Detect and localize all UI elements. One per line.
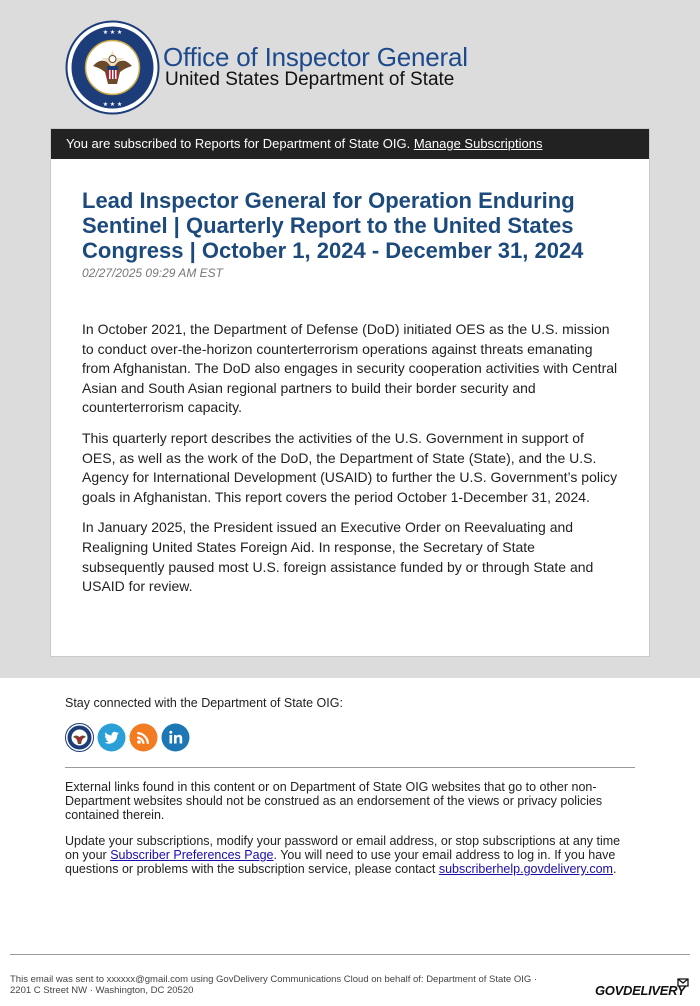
brand-block[interactable] <box>65 20 485 115</box>
legal-line: This email was sent to xxxxxx@gmail.com using GovDelivery Communications Cloud on behalf of: Department of State OIG · <box>10 974 538 985</box>
twitter-icon[interactable] <box>97 723 126 752</box>
legal-divider <box>10 954 690 955</box>
svg-text:★ ★ ★: ★ ★ ★ <box>102 30 123 36</box>
legal-line: 2201 C Street NW · Washington, DC 20520 <box>10 985 194 996</box>
bulletin-card <box>50 128 650 657</box>
govdelivery-wordmark: GOVDELIVERY <box>595 983 686 998</box>
rss-icon[interactable] <box>129 723 158 752</box>
social-links <box>65 723 635 755</box>
subscriber-preferences-link[interactable]: Subscriber Preferences Page <box>110 848 274 862</box>
state-oig-seal-icon <box>65 20 160 115</box>
article-title: Lead Inspector General for Operation Enduring Sentinel | Quarterly Report to the United States Congress | October 1, 2024 - December 31, 2024 <box>82 188 584 263</box>
legal-footer <box>10 974 580 996</box>
article-date: 02/27/2025 09:29 AM EST <box>82 266 223 280</box>
svg-text:★ ★ ★: ★ ★ ★ <box>102 102 123 108</box>
stay-connected-text: Stay connected with the Department of State OIG: <box>65 696 343 710</box>
footer-divider <box>65 767 635 768</box>
update-text-part: . <box>612 862 617 876</box>
update-text-part: . You will need to use your email address to log in. If you have questions or problems with the subscription service, please contact <box>65 848 616 876</box>
article-body <box>82 320 619 597</box>
update-subscriptions-text <box>65 834 635 876</box>
article-paragraph: This quarterly report describes the activities of the U.S. Government in support of OES, as well as the work of the DoD, the Department of State (State), and the U.S. Agency for International Development (USAID) to further the U.S. Government’s policy goals in Afghanistan. This report covers the period October 1-December 31, 2024. <box>82 429 618 505</box>
article-paragraph: In January 2025, the President issued an Executive Order on Reevaluating and Realigning United States Foreign Aid. In response, the Secretary of State subsequently paused most U.S. foreign assistance funded by or through State and USAID for review. <box>82 519 594 595</box>
subscription-bar <box>51 129 649 159</box>
email-footer <box>65 696 635 876</box>
subscription-text: You are subscribed to Reports for Department of State OIG. <box>66 136 411 151</box>
subscriber-help-link[interactable]: subscriberhelp.govdelivery.com <box>438 862 613 876</box>
org-title: Office of Inspector General <box>163 42 468 72</box>
org-subtitle: United States Department of State <box>165 69 455 90</box>
govdelivery-logo-icon[interactable] <box>594 976 694 1000</box>
update-text-part: Update your subscriptions, modify your password or email address, or stop subscriptions at any time on your <box>65 834 621 862</box>
manage-subscriptions-link[interactable]: Manage Subscriptions <box>413 136 543 151</box>
external-links-disclaimer: External links found in this content or on Department of State OIG websites that go to other non-Department websites should not be construed as an endorsement of the views or privacy policies contained therein. <box>65 780 603 822</box>
article-paragraph: In October 2021, the Department of Defense (DoD) initiated OES as the U.S. mission to conduct over-the-horizon counterterrorism operations against threats emanating from Afghanistan. The DoD also engages in security cooperation activities with Central Asian and South Asian regional partners to build their border security and counterterrorism capacity. <box>82 321 618 416</box>
linkedin-icon[interactable] <box>161 723 190 752</box>
state-seal-icon[interactable] <box>65 723 94 752</box>
